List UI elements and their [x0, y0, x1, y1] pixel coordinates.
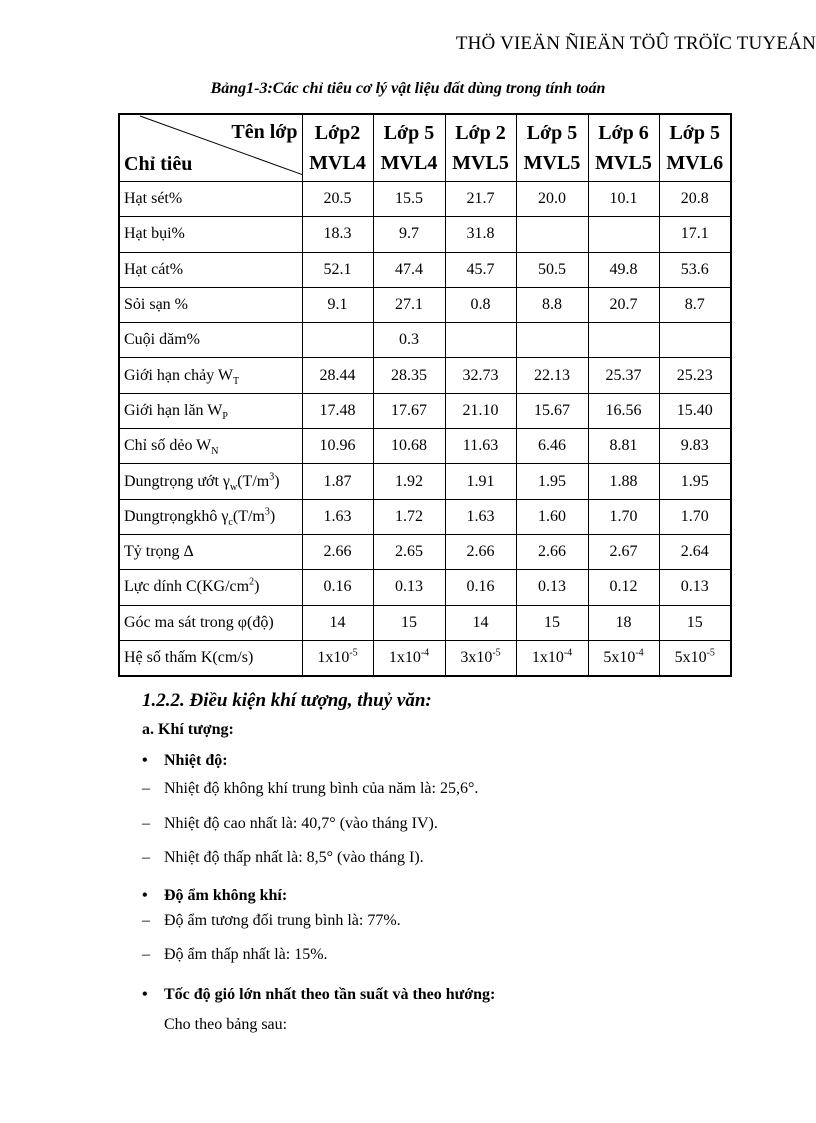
list-item: – Nhiệt độ cao nhất là: 40,7° (vào tháng IV).: [142, 815, 438, 832]
table-cell: $1x10^{-5}$: [302, 640, 373, 676]
table-cell: 1.72: [373, 499, 445, 534]
table-cell: 0.3: [373, 323, 445, 358]
table-cell: 10.68: [373, 429, 445, 464]
table-cell: 22.13: [516, 358, 588, 393]
row-label: Hạt sét%: [119, 182, 302, 217]
column-header: Lớp2 MVL4: [302, 114, 373, 182]
table-cell: $3x10^{-5}$: [445, 640, 516, 676]
table-cell: 1.70: [588, 499, 659, 534]
table-cell: 2.66: [445, 534, 516, 569]
column-header: Lớp 5 MVL5: [516, 114, 588, 182]
row-label: Dungtrọng ướt $\gamma_w(T/m^3)$: [119, 464, 302, 499]
table-cell: 2.66: [516, 534, 588, 569]
table-cell: 1.91: [445, 464, 516, 499]
corner-cell: [119, 114, 302, 182]
closing-text: Cho theo bảng sau:: [164, 1016, 288, 1033]
bullet-heading: • Tốc độ gió lớn nhất theo tần suất và theo hướng:: [142, 986, 496, 1003]
table-cell: 1.87: [302, 464, 373, 499]
table-cell: 14: [302, 605, 373, 640]
row-label: Hạt bụi%: [119, 217, 302, 252]
table-cell: 9.83: [659, 429, 731, 464]
table-cell: 15.5: [373, 182, 445, 217]
table-cell: 14: [445, 605, 516, 640]
table-cell: 0.16: [302, 570, 373, 605]
list-item: – Độ ẩm thấp nhất là: 15%.: [142, 946, 328, 963]
dash-icon: –: [142, 946, 150, 963]
table-cell: 15: [659, 605, 731, 640]
table-row: [119, 499, 731, 534]
row-label: Sỏi sạn %: [119, 287, 302, 322]
row-label: Hạt cát%: [119, 252, 302, 287]
list-item: – Nhiệt độ không khí trung bình của năm là: 25,6°.: [142, 780, 479, 797]
section-title: 1.2.2. Điều kiện khí tượng, thuỷ văn:: [142, 690, 432, 711]
subsection-heading: a. Khí tượng:: [142, 721, 234, 738]
table-cell: 6.46: [516, 429, 588, 464]
table-cell: 27.1: [373, 287, 445, 322]
corner-top-label: Tên lớp: [231, 121, 298, 143]
dash-icon: –: [142, 780, 150, 797]
table-cell: 17.48: [302, 393, 373, 428]
table-cell: $1x10^{-4}$: [516, 640, 588, 676]
list-item: – Độ ẩm tương đối trung bình là: 77%.: [142, 912, 401, 929]
table-cell: 18.3: [302, 217, 373, 252]
table-cell: 10.1: [588, 182, 659, 217]
table-cell: 49.8: [588, 252, 659, 287]
table-cell: 17.67: [373, 393, 445, 428]
table-cell: [588, 323, 659, 358]
column-header: Lớp 6 MVL5: [588, 114, 659, 182]
table-cell: 0.13: [516, 570, 588, 605]
table-cell: 8.81: [588, 429, 659, 464]
table-cell: 21.7: [445, 182, 516, 217]
table-row: [119, 429, 731, 464]
table-cell: 8.7: [659, 287, 731, 322]
list-item: – Nhiệt độ thấp nhất là: 8,5° (vào tháng I).: [142, 849, 424, 866]
table-row: [119, 464, 731, 499]
table-cell: 20.8: [659, 182, 731, 217]
table-cell: 11.63: [445, 429, 516, 464]
table-row: [119, 393, 731, 428]
table-cell: [445, 323, 516, 358]
bullet-heading: • Độ ẩm không khí:: [142, 887, 288, 904]
table-cell: 0.12: [588, 570, 659, 605]
table-cell: 1.63: [302, 499, 373, 534]
corner-bottom-label: Chỉ tiêu: [124, 153, 193, 175]
table-cell: 53.6: [659, 252, 731, 287]
column-header: Lớp 2 MVL5: [445, 114, 516, 182]
table-cell: 15.40: [659, 393, 731, 428]
table-cell: [516, 217, 588, 252]
table-cell: 1.63: [445, 499, 516, 534]
bullet-heading: • Nhiệt độ:: [142, 752, 228, 769]
table-cell: 10.96: [302, 429, 373, 464]
table-row: [119, 534, 731, 569]
table-cell: 2.66: [302, 534, 373, 569]
table-row: [119, 323, 731, 358]
table-cell: 20.7: [588, 287, 659, 322]
table-cell: 17.1: [659, 217, 731, 252]
table-header-row: [119, 114, 731, 182]
column-header: Lớp 5 MVL6: [659, 114, 731, 182]
column-header: Lớp 5 MVL4: [373, 114, 445, 182]
table-row: [119, 287, 731, 322]
table-cell: $1x10^{-4}$: [373, 640, 445, 676]
soil-properties-table: [118, 113, 732, 677]
row-label: Chỉ số dẻo $W_N$: [119, 429, 302, 464]
bullet-icon: •: [142, 887, 148, 904]
table-cell: 1.92: [373, 464, 445, 499]
table-cell: 21.10: [445, 393, 516, 428]
table-cell: 32.73: [445, 358, 516, 393]
bullet-icon: •: [142, 986, 148, 1003]
dash-icon: –: [142, 912, 150, 929]
table-caption: Bảng1-3:Các chỉ tiêu cơ lý vật liệu đất dùng trong tính toán: [210, 80, 606, 97]
row-label: Giới hạn chảy $W_T$: [119, 358, 302, 393]
dash-icon: –: [142, 849, 150, 866]
table-row: [119, 358, 731, 393]
row-label: Dungtrọngkhô $\gamma_c(T/m^3)$: [119, 499, 302, 534]
table-cell: 8.8: [516, 287, 588, 322]
table-cell: 0.13: [373, 570, 445, 605]
table-cell: 2.64: [659, 534, 731, 569]
table-cell: 50.5: [516, 252, 588, 287]
table-row: [119, 182, 731, 217]
table-cell: 1.60: [516, 499, 588, 534]
table-cell: 25.37: [588, 358, 659, 393]
table-cell: 0.16: [445, 570, 516, 605]
table-cell: [302, 323, 373, 358]
table-cell: 31.8: [445, 217, 516, 252]
dash-icon: –: [142, 815, 150, 832]
table-body: [119, 182, 731, 677]
table-cell: 0.13: [659, 570, 731, 605]
table-cell: 20.0: [516, 182, 588, 217]
table-cell: 47.4: [373, 252, 445, 287]
table-cell: 52.1: [302, 252, 373, 287]
table-cell: 28.35: [373, 358, 445, 393]
table-cell: 2.65: [373, 534, 445, 569]
row-label: Giới hạn lăn $W_P$: [119, 393, 302, 428]
row-label: Cuội dăm%: [119, 323, 302, 358]
row-label: Lực dính $C(KG/cm^2)$: [119, 570, 302, 605]
row-label: Góc ma sát trong φ(độ): [119, 605, 302, 640]
table-cell: 15.67: [516, 393, 588, 428]
table-cell: 9.1: [302, 287, 373, 322]
table-cell: 1.88: [588, 464, 659, 499]
table-cell: 20.5: [302, 182, 373, 217]
table-cell: 15: [516, 605, 588, 640]
table-cell: 9.7: [373, 217, 445, 252]
table-cell: $5x10^{-4}$: [588, 640, 659, 676]
table-cell: 25.23: [659, 358, 731, 393]
table-cell: 16.56: [588, 393, 659, 428]
table-cell: 1.95: [516, 464, 588, 499]
table-row: [119, 640, 731, 676]
table-cell: 15: [373, 605, 445, 640]
table-cell: [659, 323, 731, 358]
table-cell: [516, 323, 588, 358]
table-cell: 45.7: [445, 252, 516, 287]
row-label: Tỷ trọng Δ: [119, 534, 302, 569]
table-cell: 2.67: [588, 534, 659, 569]
table-row: [119, 252, 731, 287]
page-header: THÖ VIEÄN ÑIEÄN TÖÛ TRÖÏC TUYEÁN: [455, 33, 816, 54]
table-row: [119, 570, 731, 605]
table-cell: 1.95: [659, 464, 731, 499]
table-cell: 28.44: [302, 358, 373, 393]
table-cell: 1.70: [659, 499, 731, 534]
table-cell: [588, 217, 659, 252]
row-label: Hệ số thấm K(cm/s): [119, 640, 302, 676]
table-cell: $5x10^{-5}$: [659, 640, 731, 676]
table-cell: 0.8: [445, 287, 516, 322]
table-cell: 18: [588, 605, 659, 640]
table-row: [119, 217, 731, 252]
table-row: [119, 605, 731, 640]
bullet-icon: •: [142, 752, 148, 769]
